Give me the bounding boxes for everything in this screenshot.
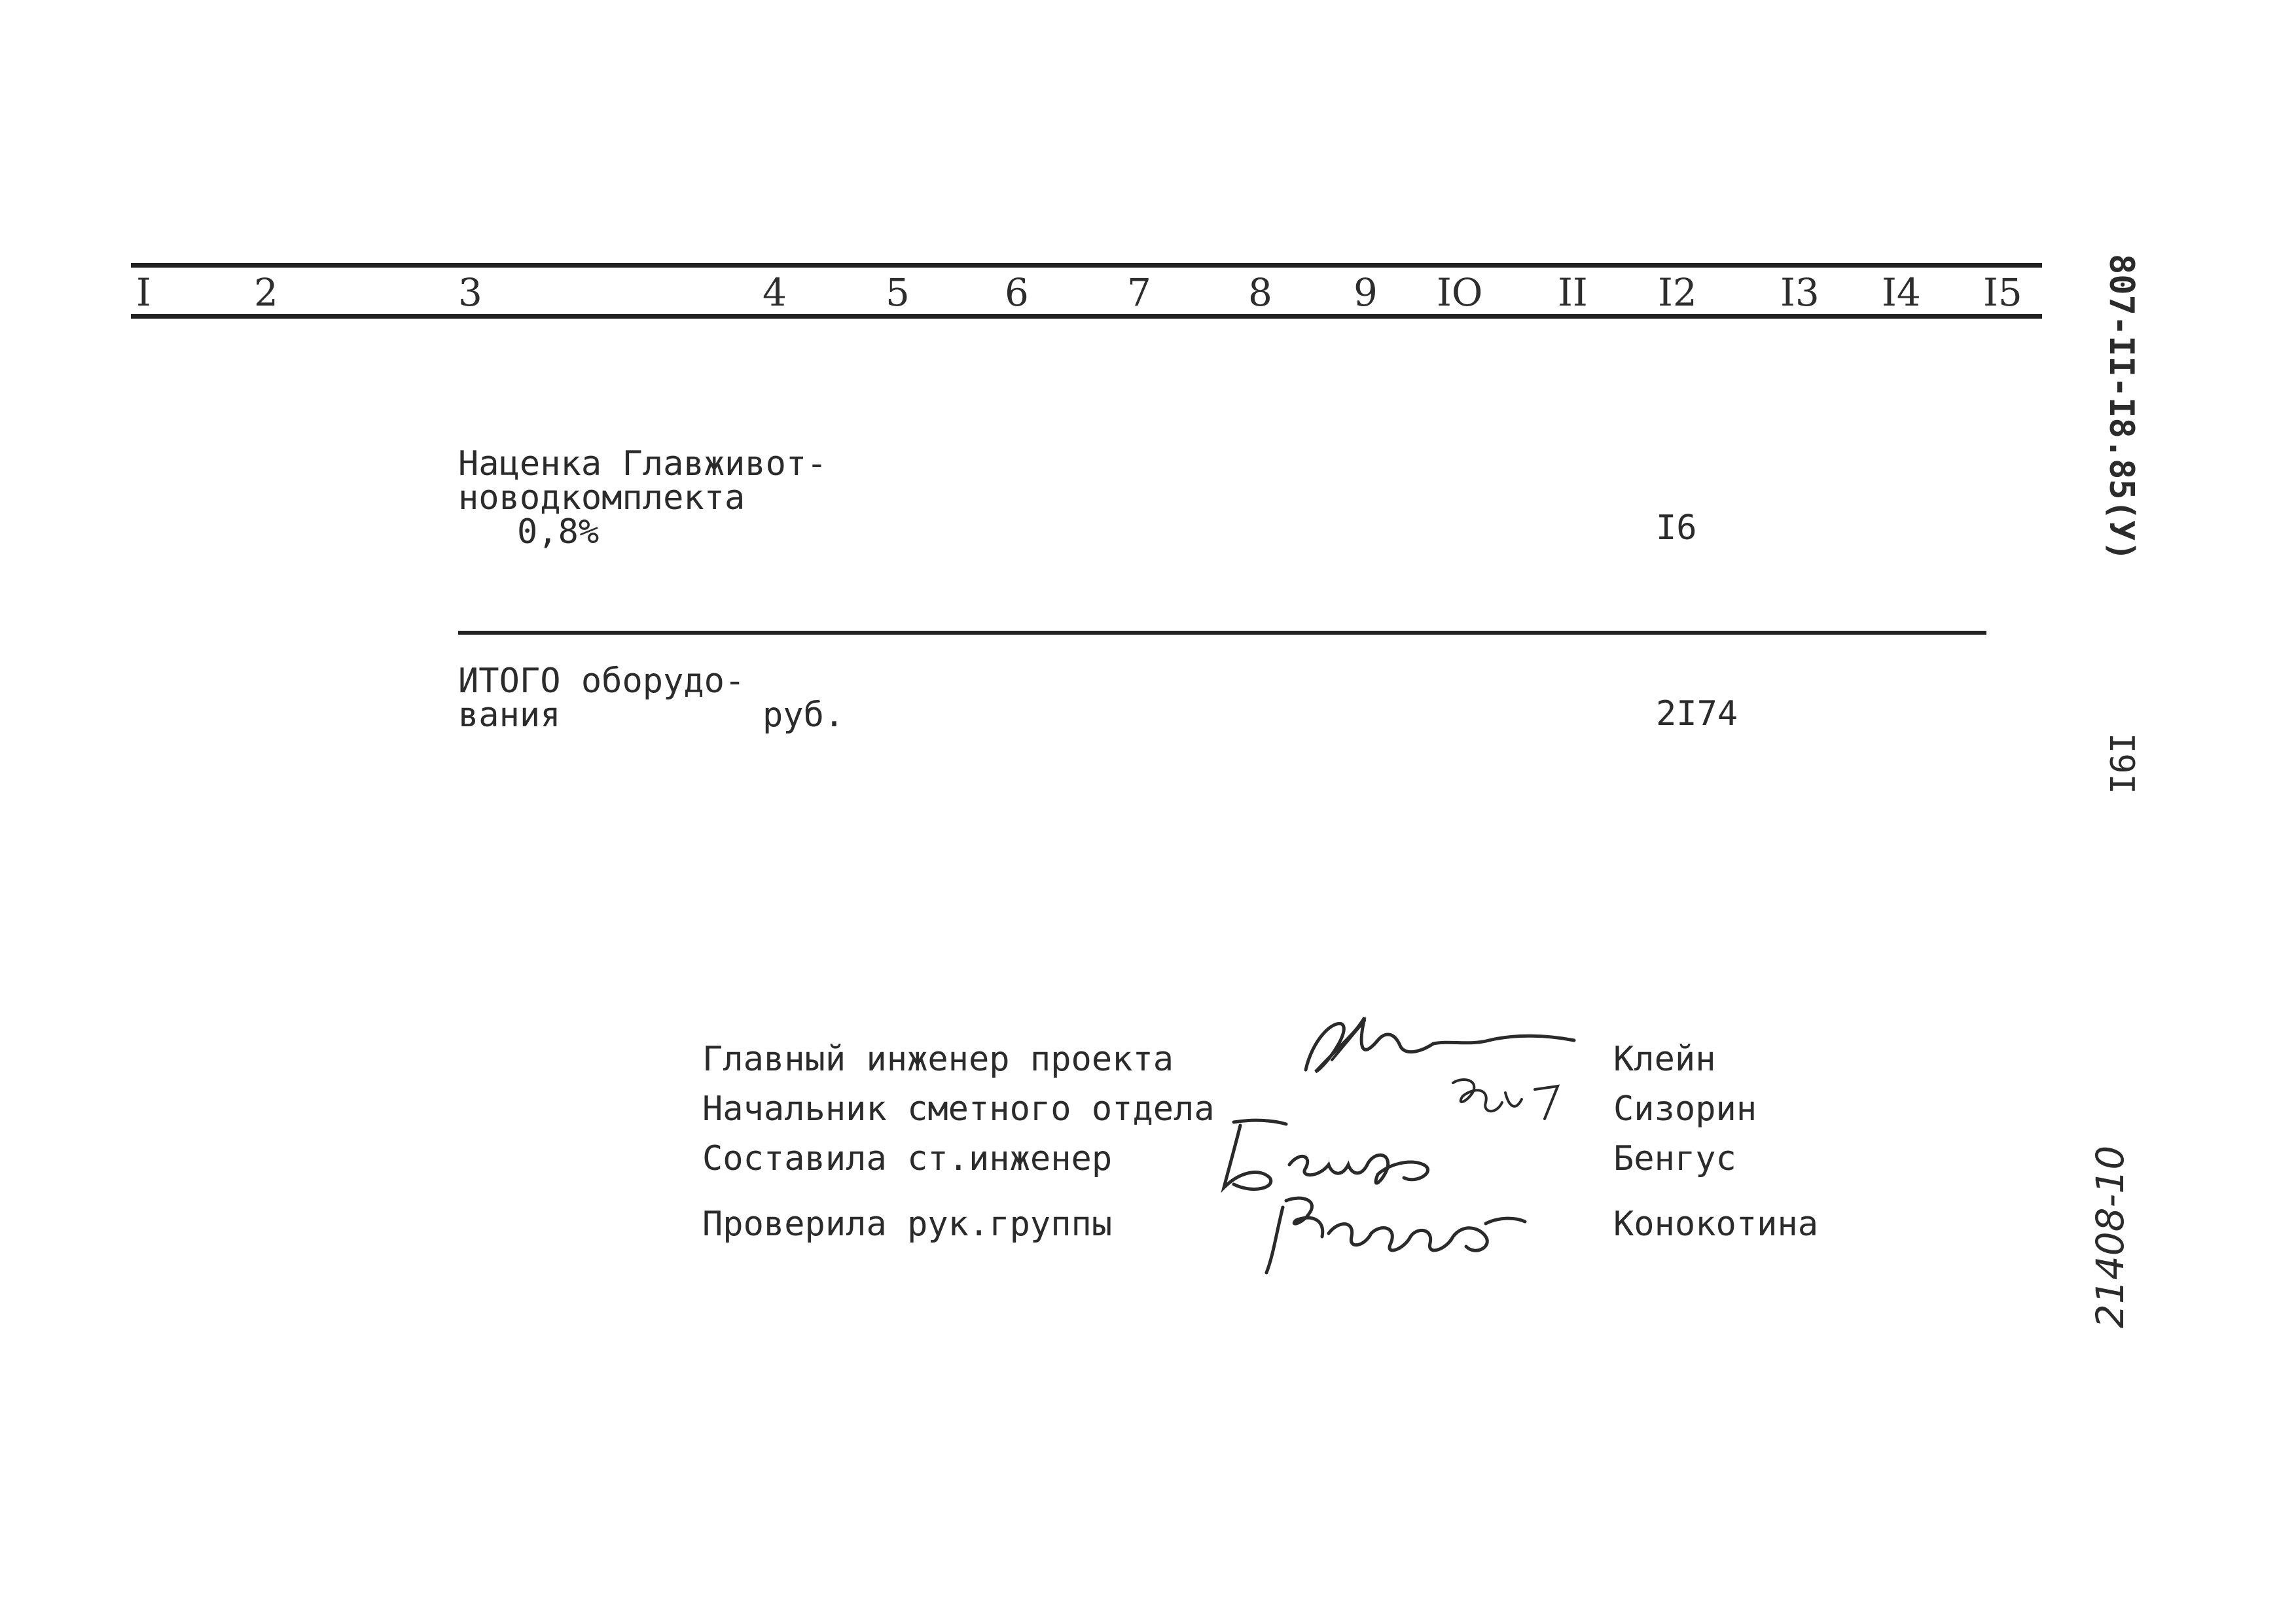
handwritten-signature-2 bbox=[1443, 1067, 1574, 1125]
signature-name: Бенгус bbox=[1613, 1139, 1736, 1178]
column-header: I bbox=[136, 270, 151, 315]
column-header: 6 bbox=[1005, 270, 1029, 315]
total-separator-rule bbox=[458, 631, 1986, 635]
column-header: I5 bbox=[1983, 270, 2022, 315]
column-header: I2 bbox=[1658, 270, 1697, 315]
column-header: 9 bbox=[1354, 270, 1378, 315]
total-unit: руб. bbox=[762, 696, 845, 735]
signature-name: Конокотина bbox=[1613, 1205, 1819, 1244]
signature-name: Сизорин bbox=[1613, 1089, 1757, 1129]
column-header: I3 bbox=[1780, 270, 1820, 315]
margin-page-number: I9I bbox=[2102, 733, 2141, 794]
total-label-line2: вания bbox=[458, 696, 561, 735]
signature-name: Клейн bbox=[1613, 1040, 1716, 1079]
markup-value: I6 bbox=[1656, 508, 1697, 548]
column-header: IO bbox=[1437, 270, 1483, 315]
signature-role: Проверила рук.группы bbox=[702, 1205, 1113, 1244]
header-top-rule bbox=[131, 263, 2042, 268]
column-header: I4 bbox=[1882, 270, 1921, 315]
signature-role: Главный инженер проекта bbox=[702, 1040, 1174, 1079]
signature-role: Составила ст.инженер bbox=[702, 1139, 1113, 1178]
total-value: 2I74 bbox=[1656, 694, 1738, 733]
total-label-line1: ИТОГО оборудо- bbox=[458, 662, 745, 701]
column-header: 5 bbox=[886, 270, 910, 315]
column-header: 7 bbox=[1127, 270, 1151, 315]
markup-label-line2: новодкомплекта bbox=[458, 478, 745, 518]
column-header: 8 bbox=[1248, 270, 1272, 315]
markup-label-line1: Наценка Главживот- bbox=[458, 444, 827, 484]
column-header: 2 bbox=[254, 270, 278, 315]
markup-percent: 0,8% bbox=[517, 512, 600, 552]
column-header: 4 bbox=[762, 270, 787, 315]
header-bottom-rule bbox=[131, 314, 2042, 319]
signature-role: Начальник сметного отдела bbox=[702, 1089, 1215, 1129]
column-header: II bbox=[1558, 270, 1588, 315]
handwritten-signature-4 bbox=[1250, 1181, 1538, 1279]
margin-document-number: 21408-10 bbox=[2088, 1145, 2132, 1328]
column-header: 3 bbox=[458, 270, 482, 315]
margin-project-code: 807-II-I8.85(У) bbox=[2102, 254, 2141, 561]
